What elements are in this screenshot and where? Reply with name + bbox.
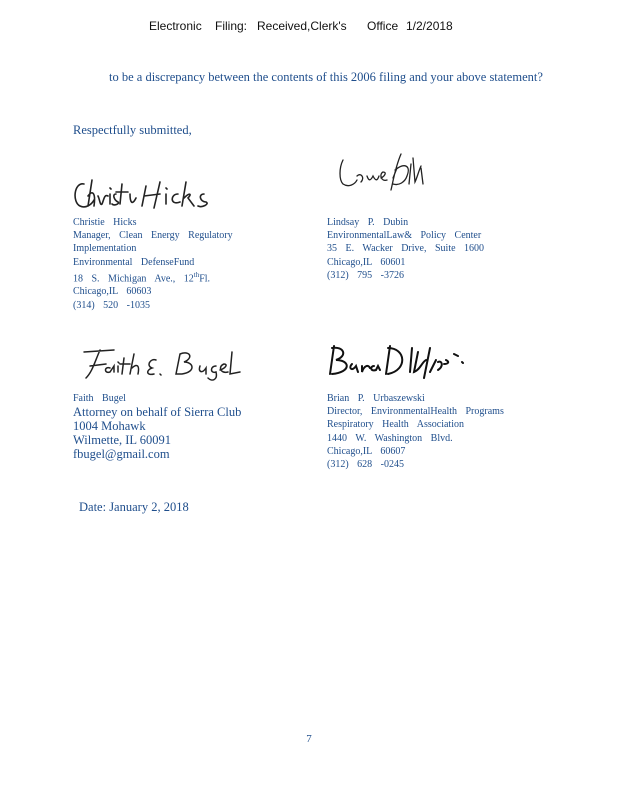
signer-street: 1440 W. Washington Blvd.	[327, 432, 453, 444]
signer-name: Brian P. Urbaszewski	[327, 393, 425, 404]
signer-org: EnvironmentalLaw& Policy Center	[327, 230, 482, 242]
signer-block-hicks	[73, 216, 233, 312]
signer-city: Wilmette, IL 60091	[73, 433, 171, 448]
lead-text: to be a discrepancy between the contents of this 2006 filing and your above statement?	[109, 70, 543, 84]
signer-phone: (314) 520 -1035	[73, 299, 150, 311]
date-line: Date: January 2, 2018	[79, 500, 189, 514]
signer-org: Environmental DefenseFund	[73, 256, 195, 268]
signer-city: Chicago,IL 60607	[327, 445, 406, 457]
signature-bugel	[80, 340, 246, 384]
signer-street: 1004 Mohawk	[73, 419, 146, 434]
signer-title: Manager, Clean Energy Regulatory	[73, 230, 233, 242]
signer-phone: (312) 628 -0245	[327, 459, 404, 471]
signer-street: 35 E. Wacker Drive, Suite 1600	[327, 243, 485, 255]
signer-block-bugel	[73, 392, 241, 461]
signer-title: Director, EnvironmentalHealth Programs	[327, 406, 504, 418]
signer-street: 18 S. Michigan Ave., 12thFl.	[73, 270, 211, 285]
signer-city: Chicago,IL 60603	[73, 286, 152, 298]
signature-dubin	[335, 148, 435, 200]
header-word: Received,Clerk's	[257, 19, 347, 33]
signer-block-urbaszewski	[327, 392, 504, 471]
signature-hicks	[70, 172, 228, 216]
signer-name: Christie Hicks	[73, 217, 137, 228]
signer-title: Attorney on behalf of Sierra Club	[73, 405, 242, 420]
signer-block-dubin	[327, 216, 484, 282]
signer-name: Faith Bugel	[73, 393, 126, 404]
signer-name: Lindsay P. Dubin	[327, 217, 409, 228]
header-word: Electronic	[149, 19, 202, 33]
signature-urbaszewski	[326, 340, 466, 380]
header-word: Office	[367, 19, 399, 33]
header-date: 1/2/2018	[406, 19, 453, 33]
signer-phone: (312) 795 -3726	[327, 269, 404, 281]
signer-email: fbugel@gmail.com	[73, 447, 170, 462]
closing-text: Respectfully submitted,	[73, 123, 192, 137]
signer-org: Respiratory Health Association	[327, 419, 464, 431]
signer-title-cont: Implementation	[73, 243, 137, 255]
header-word: Filing:	[215, 19, 248, 33]
signer-city: Chicago,IL 60601	[327, 256, 406, 268]
page-number: 7	[306, 733, 312, 745]
